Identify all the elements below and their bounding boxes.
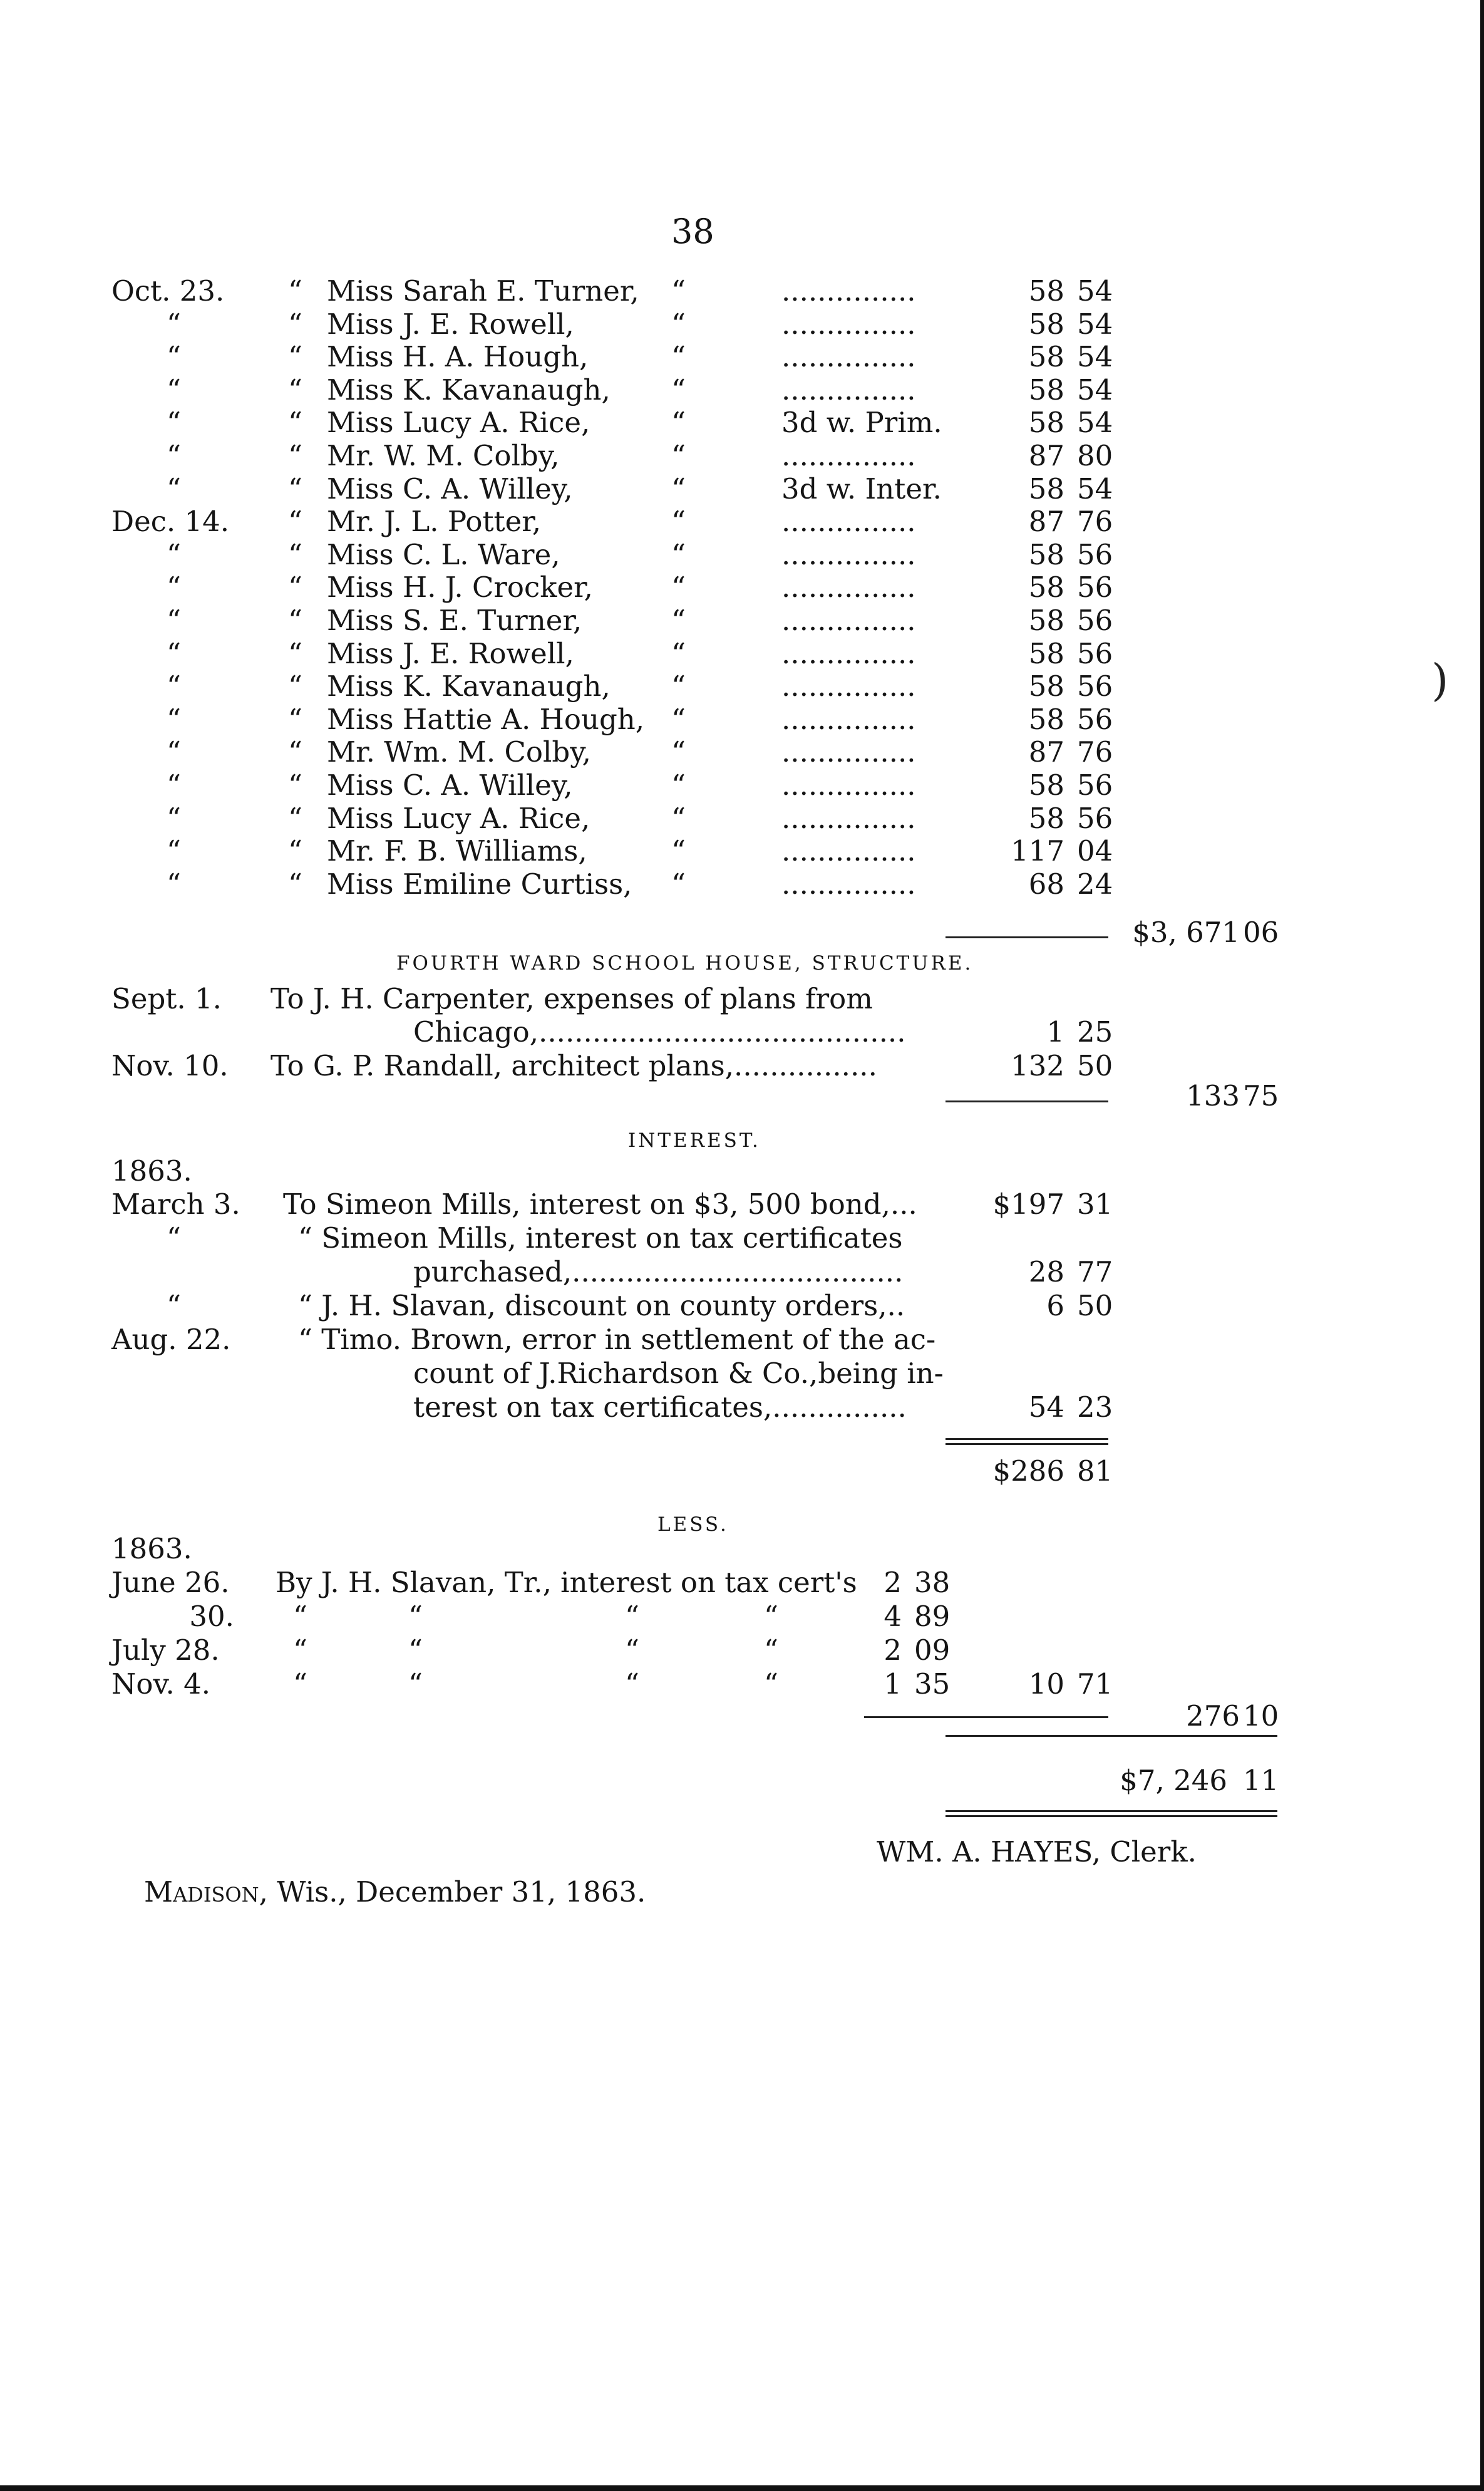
entry-note: ............... <box>781 571 916 604</box>
ditto-mark: “ <box>288 670 303 703</box>
entry-description: terest on tax certificates,............... <box>413 1391 907 1424</box>
teacher-name: Miss Sarah E. Turner, <box>327 274 639 308</box>
scan-border-bottom <box>0 2485 1484 2491</box>
entry-description: “ Timo. Brown, error in settlement of the ac- <box>298 1323 936 1356</box>
entry-cents: 04 <box>1077 834 1113 867</box>
double-rule <box>946 1815 1277 1817</box>
fourth-ward-total-dollars: 133 <box>1186 1079 1240 1112</box>
place-city: Madison <box>144 1875 259 1908</box>
entry-cents: 50 <box>1077 1049 1113 1082</box>
entry-date: “ <box>167 340 182 373</box>
teacher-name: Miss H. A. Hough, <box>327 340 589 373</box>
entry-cents: 56 <box>1077 571 1113 604</box>
ditto-mark: “ <box>293 1600 308 1633</box>
entry-cents: 54 <box>1077 308 1113 341</box>
entry-note: ............... <box>781 802 916 835</box>
ditto-mark: “ <box>288 637 303 670</box>
entry-dollars: 117 <box>1011 834 1064 867</box>
entry-dollars: 2 <box>884 1566 902 1599</box>
entry-dollars: 54 <box>1028 1391 1064 1424</box>
subtotal-rule <box>946 936 1108 938</box>
ditto-mark: “ <box>671 439 686 472</box>
ditto-mark: “ <box>288 604 303 637</box>
ditto-mark: “ <box>671 703 686 736</box>
entry-dollars: 58 <box>1028 308 1064 341</box>
entry-date: 30. <box>189 1600 234 1633</box>
clerk-signature: WM. A. HAYES, Clerk. <box>877 1835 1197 1868</box>
ditto-mark: “ <box>288 769 303 802</box>
ditto-mark: “ <box>288 538 303 571</box>
entry-description: “ Simeon Mills, interest on tax certificates <box>298 1221 903 1255</box>
grand-total-dollars: $7, 246 <box>1120 1764 1227 1797</box>
entry-cents: 23 <box>1077 1391 1113 1424</box>
entry-dollars: 58 <box>1028 802 1064 835</box>
entry-cents: 50 <box>1077 1289 1113 1322</box>
ditto-mark: “ <box>764 1600 779 1633</box>
entry-dollars: 58 <box>1028 340 1064 373</box>
entry-cents: 56 <box>1077 703 1113 736</box>
ditto-mark: “ <box>671 571 686 604</box>
teacher-name: Miss J. E. Rowell, <box>327 308 574 341</box>
entry-cents: 54 <box>1077 373 1113 407</box>
entry-dollars: 132 <box>1011 1049 1064 1082</box>
entry-cents: 56 <box>1077 670 1113 703</box>
ditto-mark: “ <box>288 406 303 439</box>
entry-dollars: 58 <box>1028 274 1064 308</box>
ditto-mark: “ <box>671 538 686 571</box>
entry-date: “ <box>167 867 182 901</box>
year-label: 1863. <box>111 1532 192 1565</box>
entry-date: March 3. <box>111 1188 240 1221</box>
ditto-mark: “ <box>288 802 303 835</box>
teacher-name: Mr. J. L. Potter, <box>327 505 542 538</box>
entry-note: ............... <box>781 604 916 637</box>
entry-note: ............... <box>781 373 916 407</box>
teacher-name: Mr. W. M. Colby, <box>327 439 560 472</box>
grand-total-cents: 11 <box>1243 1764 1279 1797</box>
entry-date: “ <box>167 439 182 472</box>
ditto-mark: “ <box>288 834 303 867</box>
teacher-name: Miss J. E. Rowell, <box>327 637 574 670</box>
entry-note: ............... <box>781 538 916 571</box>
entry-dollars: 28 <box>1028 1255 1064 1288</box>
teacher-name: Miss K. Kavanaugh, <box>327 373 611 407</box>
ditto-mark: “ <box>671 472 686 505</box>
teacher-name: Mr. Wm. M. Colby, <box>327 735 591 769</box>
entry-date: “ <box>167 604 182 637</box>
net-interest-cents: 10 <box>1243 1699 1279 1732</box>
entry-dollars: 58 <box>1028 670 1064 703</box>
ditto-mark: “ <box>288 439 303 472</box>
entry-dollars: 1 <box>1046 1015 1064 1049</box>
ditto-mark: “ <box>671 637 686 670</box>
entry-cents: 56 <box>1077 769 1113 802</box>
entry-cents: 76 <box>1077 505 1113 538</box>
entry-date: “ <box>167 308 182 341</box>
entry-dollars: 58 <box>1028 571 1064 604</box>
entry-note: 3d w. Inter. <box>781 472 942 505</box>
ditto-mark: “ <box>764 1667 779 1701</box>
entry-dollars: 58 <box>1028 472 1064 505</box>
interest-total-cents: 81 <box>1077 1454 1113 1488</box>
entry-cents: 54 <box>1077 340 1113 373</box>
teacher-total-cents: 06 <box>1243 916 1279 949</box>
teacher-name: Mr. F. B. Williams, <box>327 834 587 867</box>
subtotal-rule <box>946 1100 1108 1102</box>
ditto-mark: “ <box>671 670 686 703</box>
entry-date: Oct. 23. <box>111 274 225 308</box>
scan-mark: ) <box>1431 655 1449 706</box>
entry-note: 3d w. Prim. <box>781 406 942 439</box>
entry-note: ............... <box>781 439 916 472</box>
teacher-total-dollars: $3, 671 <box>1132 916 1240 949</box>
entry-description: count of J.Richardson & Co.,being in- <box>413 1357 944 1390</box>
entry-note: ............... <box>781 637 916 670</box>
entry-note: ............... <box>781 340 916 373</box>
ditto-mark: “ <box>288 340 303 373</box>
teacher-name: Miss Lucy A. Rice, <box>327 802 590 835</box>
entry-cents: 09 <box>914 1634 951 1667</box>
ditto-mark: “ <box>625 1634 640 1667</box>
ditto-mark: “ <box>288 735 303 769</box>
ditto-mark: “ <box>671 769 686 802</box>
entry-date: “ <box>167 637 182 670</box>
interest-total-dollars: $286 <box>992 1454 1064 1488</box>
entry-cents: 24 <box>1077 867 1113 901</box>
entry-cents: 31 <box>1077 1188 1113 1221</box>
entry-date: “ <box>167 670 182 703</box>
entry-date: Dec. 14. <box>111 505 230 538</box>
entry-dollars: 4 <box>884 1600 902 1633</box>
ditto-mark: “ <box>671 735 686 769</box>
ditto-mark: “ <box>288 505 303 538</box>
double-rule <box>946 1810 1277 1812</box>
fourth-ward-total-cents: 75 <box>1243 1079 1279 1112</box>
less-heading: LESS. <box>657 1513 729 1536</box>
entry-date: June 26. <box>111 1566 230 1599</box>
entry-cents: 54 <box>1077 472 1113 505</box>
teacher-name: Miss H. J. Crocker, <box>327 571 593 604</box>
double-rule <box>946 1443 1108 1445</box>
teacher-name: Miss Lucy A. Rice, <box>327 406 590 439</box>
entry-date: Aug. 22. <box>111 1323 231 1356</box>
entry-cents: 76 <box>1077 735 1113 769</box>
ditto-mark: “ <box>408 1600 423 1633</box>
entry-note: ............... <box>781 505 916 538</box>
entry-cents: 35 <box>914 1667 951 1701</box>
place-date-text: , Wis., December 31, 1863. <box>259 1875 646 1908</box>
entry-date: “ <box>167 802 182 835</box>
ditto-mark: “ <box>408 1667 423 1701</box>
ditto-mark: “ <box>288 274 303 308</box>
entry-dollars: 87 <box>1028 505 1064 538</box>
entry-dollars: $197 <box>992 1188 1064 1221</box>
entry-date: “ <box>167 735 182 769</box>
entry-date: “ <box>167 538 182 571</box>
ditto-mark: “ <box>671 274 686 308</box>
year-label: 1863. <box>111 1154 192 1188</box>
entry-dollars: 58 <box>1028 538 1064 571</box>
entry-note: ............... <box>781 670 916 703</box>
teacher-name: Miss K. Kavanaugh, <box>327 670 611 703</box>
ditto-mark: “ <box>288 703 303 736</box>
ditto-mark: “ <box>671 340 686 373</box>
teacher-name: Miss Emiline Curtiss, <box>327 867 632 901</box>
entry-date: “ <box>167 703 182 736</box>
ditto-mark: “ <box>671 604 686 637</box>
entry-date: Sept. 1. <box>111 982 222 1015</box>
entry-dollars: 58 <box>1028 373 1064 407</box>
double-rule <box>946 1438 1108 1440</box>
entry-cents: 25 <box>1077 1015 1113 1049</box>
ditto-mark: “ <box>288 472 303 505</box>
interest-heading: INTEREST. <box>628 1129 761 1152</box>
entry-description: To Simeon Mills, interest on $3, 500 bond,... <box>283 1188 917 1221</box>
teacher-name: Miss C. A. Willey, <box>327 472 573 505</box>
entry-cents: 38 <box>914 1566 951 1599</box>
ditto-mark: “ <box>764 1634 779 1667</box>
entry-date: Nov. 4. <box>111 1667 211 1701</box>
entry-note: ............... <box>781 274 916 308</box>
entry-description: “ J. H. Slavan, discount on county orders,.. <box>298 1289 905 1322</box>
teacher-name: Miss C. A. Willey, <box>327 769 573 802</box>
entry-date: Nov. 10. <box>111 1049 229 1082</box>
entry-cents: 80 <box>1077 439 1113 472</box>
teacher-name: Miss S. E. Turner, <box>327 604 582 637</box>
entry-note: ............... <box>781 867 916 901</box>
entry-dollars: 58 <box>1028 637 1064 670</box>
ditto-mark: “ <box>293 1667 308 1701</box>
entry-cents: 56 <box>1077 802 1113 835</box>
ditto-mark: “ <box>671 505 686 538</box>
ditto-mark: “ <box>167 1221 182 1255</box>
entry-cents: 54 <box>1077 406 1113 439</box>
place-date <box>144 1875 646 1909</box>
entry-cents: 77 <box>1077 1255 1113 1288</box>
entry-description: Chicago,......................................... <box>413 1015 906 1049</box>
entry-description: To G. P. Randall, architect plans,................ <box>271 1049 877 1082</box>
ditto-mark: “ <box>288 867 303 901</box>
entry-date: “ <box>167 472 182 505</box>
less-subtotal-dollars: 10 <box>1028 1667 1064 1701</box>
ditto-mark: “ <box>288 373 303 407</box>
entry-dollars: 87 <box>1028 735 1064 769</box>
ditto-mark: “ <box>293 1634 308 1667</box>
entry-date: “ <box>167 406 182 439</box>
entry-date: “ <box>167 834 182 867</box>
entry-dollars: 2 <box>884 1634 902 1667</box>
entry-date: “ <box>167 571 182 604</box>
fourth-ward-heading: FOURTH WARD SCHOOL HOUSE, STRUCTURE. <box>396 952 974 975</box>
net-interest-dollars: 276 <box>1186 1699 1240 1732</box>
entry-description: purchased,..................................... <box>413 1255 904 1288</box>
entry-note: ............... <box>781 769 916 802</box>
entry-dollars: 58 <box>1028 703 1064 736</box>
scan-border-right <box>1480 0 1484 2491</box>
ditto-mark: “ <box>671 867 686 901</box>
entry-description: To J. H. Carpenter, expenses of plans from <box>271 982 873 1015</box>
ditto-mark: “ <box>288 308 303 341</box>
entry-note: ............... <box>781 834 916 867</box>
entry-date: July 28. <box>111 1634 220 1667</box>
entry-dollars: 1 <box>884 1667 902 1701</box>
ditto-mark: “ <box>625 1600 640 1633</box>
ditto-mark: “ <box>408 1634 423 1667</box>
entry-cents: 54 <box>1077 274 1113 308</box>
ditto-mark: “ <box>671 373 686 407</box>
ditto-mark: “ <box>288 571 303 604</box>
ditto-mark: “ <box>625 1667 640 1701</box>
entry-dollars: 87 <box>1028 439 1064 472</box>
entry-cents: 56 <box>1077 637 1113 670</box>
entry-date: “ <box>167 373 182 407</box>
ditto-mark: “ <box>671 406 686 439</box>
ditto-mark: “ <box>167 1289 182 1322</box>
entry-note: ............... <box>781 735 916 769</box>
subtotal-rule <box>864 1716 1108 1718</box>
teacher-name: Miss Hattie A. Hough, <box>327 703 645 736</box>
less-subtotal-cents: 71 <box>1077 1667 1113 1701</box>
ditto-mark: “ <box>671 834 686 867</box>
entry-cents: 56 <box>1077 538 1113 571</box>
entry-note: ............... <box>781 308 916 341</box>
entry-description: By J. H. Slavan, Tr., interest on tax cert's <box>276 1566 857 1599</box>
entry-dollars: 68 <box>1028 867 1064 901</box>
entry-cents: 89 <box>914 1600 951 1633</box>
page-number: 38 <box>671 212 714 251</box>
entry-dollars: 58 <box>1028 769 1064 802</box>
total-rule <box>946 1735 1277 1737</box>
entry-dollars: 6 <box>1046 1289 1064 1322</box>
ditto-mark: “ <box>671 308 686 341</box>
ditto-mark: “ <box>671 802 686 835</box>
entry-cents: 56 <box>1077 604 1113 637</box>
entry-dollars: 58 <box>1028 604 1064 637</box>
entry-date: “ <box>167 769 182 802</box>
teacher-name: Miss C. L. Ware, <box>327 538 560 571</box>
entry-dollars: 58 <box>1028 406 1064 439</box>
entry-note: ............... <box>781 703 916 736</box>
